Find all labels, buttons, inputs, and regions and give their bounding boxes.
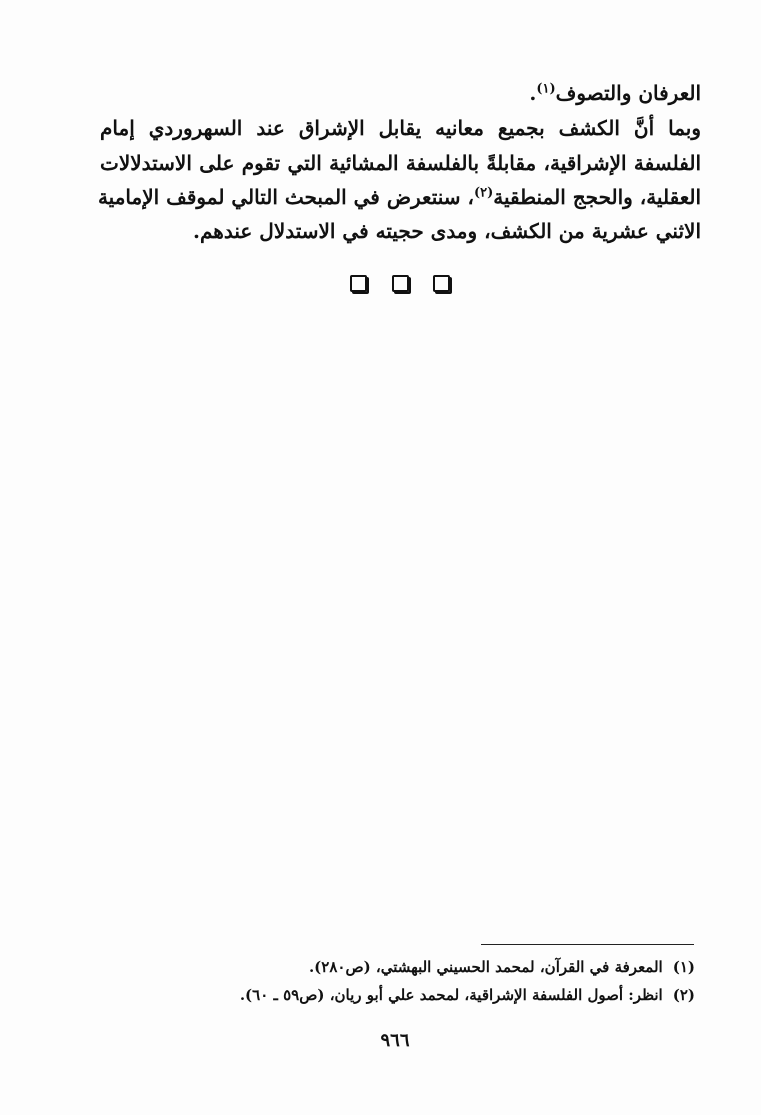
body-line-4 bbox=[97, 182, 701, 212]
section-end-ornament bbox=[350, 270, 450, 296]
footnote-1-number: (١) bbox=[672, 958, 695, 976]
ornament-box-icon bbox=[350, 275, 367, 292]
footnote-1 bbox=[309, 955, 695, 979]
footnote-1-text: المعرفة في القرآن، لمحمد الحسيني البهشتي، (ص٢٨٠). bbox=[308, 958, 663, 976]
line-4-rest: ، سنتعرض في المبحث التالي لموقف الإمامية bbox=[97, 185, 474, 209]
page-number: ٩٦٦ bbox=[380, 1030, 410, 1051]
line-1-text: العرفان والتصوف bbox=[555, 81, 701, 105]
ornament-box-icon bbox=[392, 275, 409, 292]
body-line-2: وبما أنَّ الكشف بجميع معانيه يقابل الإشراق عند السهروردي إمام bbox=[100, 116, 701, 140]
line-1-end: . bbox=[529, 81, 537, 105]
footnote-ref-2: (٢) bbox=[473, 185, 494, 201]
body-line-1 bbox=[529, 78, 701, 108]
footnote-divider bbox=[481, 944, 694, 945]
body-line-3: الفلسفة الإشراقية، مقابلةً بالفلسفة المشائية التي تقوم على الاستدلالات bbox=[100, 151, 701, 175]
body-line-5: الاثني عشرية من الكشف، ومدى حجيته في الاستدلال عندهم. bbox=[193, 219, 701, 243]
ornament-box-icon bbox=[433, 275, 450, 292]
footnote-2-number: (٢) bbox=[672, 986, 695, 1004]
footnote-ref-1: (١) bbox=[536, 81, 556, 97]
footnote-2 bbox=[240, 983, 695, 1007]
line-4-text: العقلية، والحجج المنطقية bbox=[493, 185, 701, 209]
footnote-2-text: انظر: أصول الفلسفة الإشراقية، لمحمد علي أبو ريان، (ص٥٩ ـ ٦٠). bbox=[239, 986, 663, 1004]
